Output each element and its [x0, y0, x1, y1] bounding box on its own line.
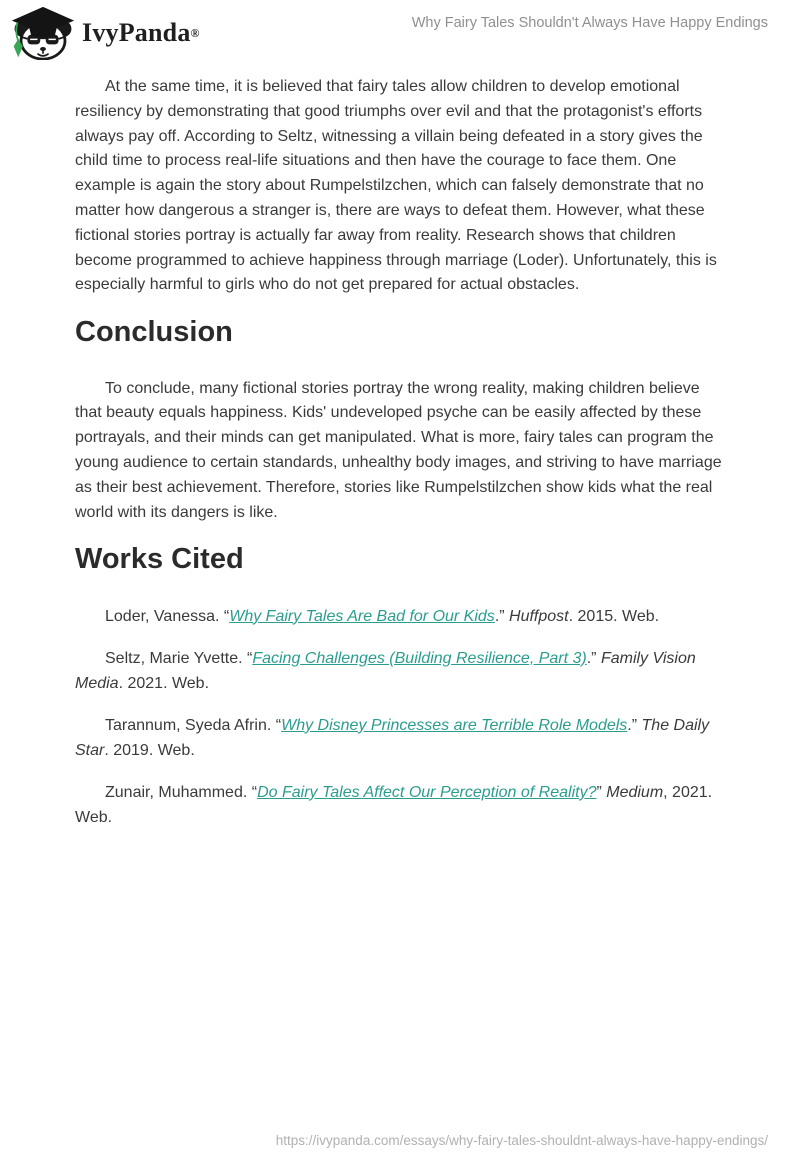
citation-author: Tarannum, Syeda Afrin. “ — [105, 716, 282, 734]
panda-graduation-cap-icon — [10, 5, 76, 60]
citation-link[interactable]: Why Disney Princesses are Terrible Role Models — [281, 716, 628, 734]
citation-punctuation: .” — [586, 649, 601, 667]
citation-author: Zunair, Muhammed. “ — [105, 783, 258, 801]
citation-link[interactable]: Do Fairy Tales Affect Our Perception of Reality? — [257, 783, 597, 801]
page-header — [0, 0, 800, 62]
citation-entry — [75, 646, 725, 696]
citation-punctuation: ” — [596, 783, 607, 801]
citation-source: Medium — [606, 783, 664, 801]
citation-author: Loder, Vanessa. “ — [105, 607, 230, 625]
logo-wordmark: IvyPanda — [82, 17, 191, 47]
citation-punctuation: .” — [627, 716, 642, 734]
citation-year-medium: . 2015. Web. — [568, 607, 660, 625]
essay-content — [0, 75, 800, 830]
works-cited-heading: Works Cited — [75, 543, 244, 576]
citation-year-medium: . 2021. Web. — [118, 674, 210, 692]
citation-entry — [75, 604, 725, 629]
page-footer — [276, 1133, 768, 1148]
registered-trademark-symbol: ® — [190, 25, 200, 40]
citation-source: Family Vision Media — [75, 649, 696, 692]
citations-list — [75, 604, 725, 830]
citation-entry — [75, 713, 725, 763]
citation-year-medium: . 2019. Web. — [104, 741, 195, 759]
conclusion-heading: Conclusion — [75, 316, 233, 349]
ivypanda-logo[interactable] — [10, 5, 200, 60]
citation-punctuation: .” — [494, 607, 510, 625]
citation-entry — [75, 780, 725, 830]
citation-author: Seltz, Marie Yvette. “ — [105, 649, 253, 667]
source-url: https://ivypanda.com/essays/why-fairy-tales-shouldnt-always-have-happy-endings/ — [275, 1133, 768, 1148]
document-title: Why Fairy Tales Shouldn't Always Have Happy Endings — [411, 15, 768, 31]
citation-link[interactable]: Facing Challenges (Building Resilience, Part 3) — [252, 649, 587, 667]
citation-year-medium: , 2021. Web. — [75, 783, 713, 826]
citation-source: Huffpost — [509, 607, 569, 625]
citation-source: The Daily Star — [75, 716, 710, 759]
paragraph-conclusion: To conclude, many fictional stories portray the wrong reality, making children believe that beauty equals happiness. Kids' undeveloped psyche can be easily affected by these portrayals, and their minds can get manipulated. What is more, fairy tales can program the young audience to certain standards, unhealthy body images, and striving to have marriage as their best achievement. Therefore, stories like Rumpelstilzchen show kids what the real world with its dangers is like. — [75, 379, 722, 521]
citation-link[interactable]: Why Fairy Tales Are Bad for Our Kids — [229, 607, 495, 625]
paragraph-emotional-resiliency: At the same time, it is believed that fairy tales allow children to develop emotional resiliency by demonstrating that good triumphs over evil and that the protagonist's efforts always pay off. According to Seltz, witnessing a villain being defeated in a story gives the child time to process real-life situations and then have the courage to face them. One example is again the story about Rumpelstilzchen, which can falsely demonstrate that no matter how dangerous a stranger is, there are ways to defeat them. However, what these fictional stories portray is actually far away from reality. Research shows that children become programmed to achieve happiness through marriage (Loder). Unfortunately, this is especially harmful to girls who do not get prepared for actual obstacles. — [75, 78, 717, 294]
